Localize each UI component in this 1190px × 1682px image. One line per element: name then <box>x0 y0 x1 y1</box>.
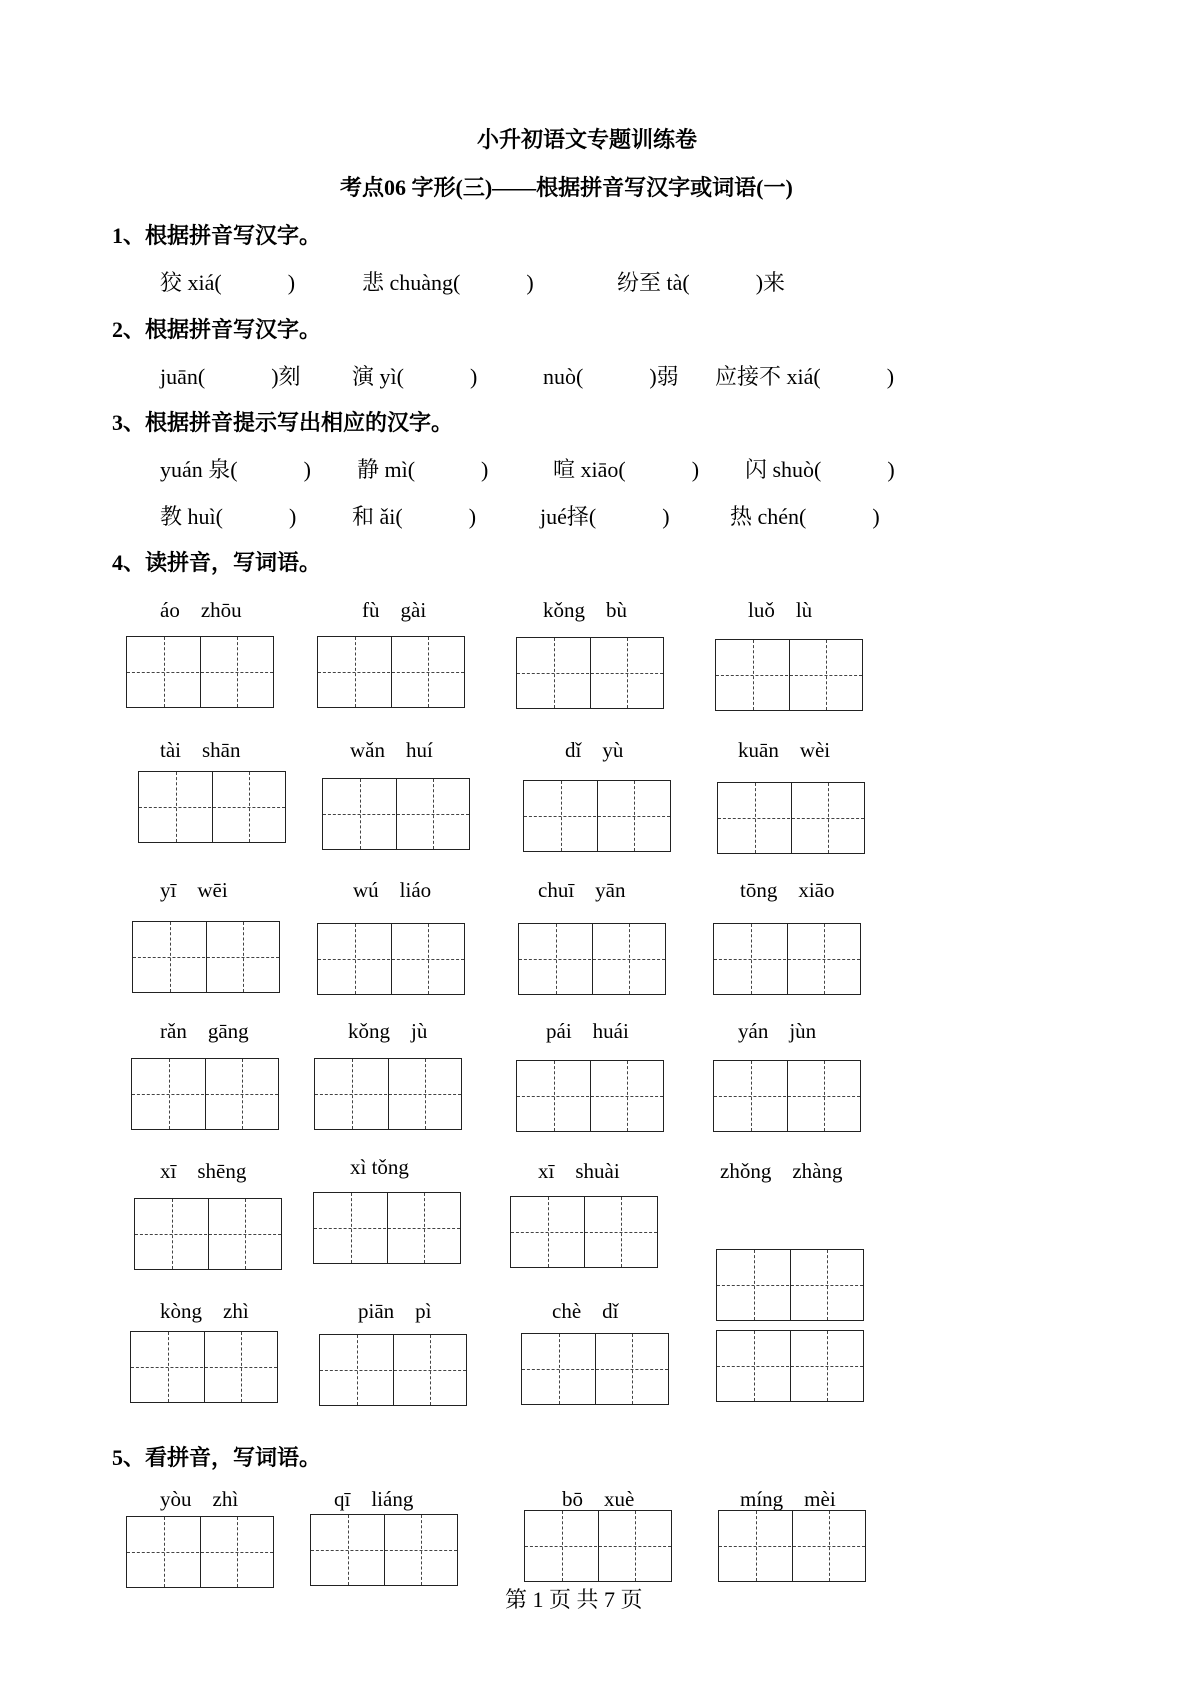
pinyin-label: xī shuài <box>538 1159 620 1183</box>
grid-guide-line <box>320 1370 466 1371</box>
s2-item: 应接不 xiá( ) <box>715 364 895 389</box>
grid-guide-line <box>519 959 665 960</box>
writing-grid[interactable] <box>713 923 861 995</box>
pinyin-label: kuān wèi <box>738 738 831 762</box>
writing-grid[interactable] <box>516 1060 664 1132</box>
writing-grid[interactable] <box>317 636 465 708</box>
s1-item: 纷至 tà( )来 <box>617 270 786 295</box>
page-title: 小升初语文专题训练卷 <box>477 127 698 152</box>
writing-grid[interactable] <box>718 1510 866 1582</box>
writing-grid[interactable] <box>713 1060 861 1132</box>
grid-guide-line <box>315 1094 461 1095</box>
writing-grid[interactable] <box>317 923 465 995</box>
grid-guide-line <box>717 1285 863 1286</box>
writing-grid[interactable] <box>524 1510 672 1582</box>
grid-guide-line <box>522 1369 668 1370</box>
writing-grid[interactable] <box>319 1334 467 1406</box>
grid-guide-line <box>132 1094 278 1095</box>
writing-grid[interactable] <box>717 782 865 854</box>
pinyin-label: rǎn gāng <box>160 1019 249 1043</box>
grid-guide-line <box>131 1367 277 1368</box>
s3-item: 闪 shuò( ) <box>745 457 895 482</box>
writing-grid[interactable] <box>521 1333 669 1405</box>
grid-guide-line <box>318 672 464 673</box>
pinyin-label: kǒng bù <box>543 598 627 622</box>
pinyin-label: kòng zhì <box>160 1299 249 1323</box>
grid-guide-line <box>517 1096 663 1097</box>
writing-grid[interactable] <box>716 1249 864 1321</box>
writing-grid[interactable] <box>310 1514 458 1586</box>
writing-grid[interactable] <box>322 778 470 850</box>
pinyin-label: xì tǒng <box>350 1155 409 1179</box>
page-subtitle: 考点06 字形(三)——根据拼音写汉字或词语(一) <box>340 175 793 200</box>
grid-guide-line <box>311 1550 457 1551</box>
grid-guide-line <box>716 675 862 676</box>
section-2-heading: 2、根据拼音写汉字。 <box>112 317 322 342</box>
grid-guide-line <box>127 1552 273 1553</box>
s1-item: 狡 xiá( ) <box>160 270 296 295</box>
writing-grid[interactable] <box>126 636 274 708</box>
grid-guide-line <box>511 1232 657 1233</box>
grid-guide-line <box>525 1546 671 1547</box>
grid-guide-line <box>714 1096 860 1097</box>
s2-item: nuò( )弱 <box>543 364 679 389</box>
grid-guide-line <box>139 807 285 808</box>
section-1-heading: 1、根据拼音写汉字。 <box>112 223 322 248</box>
writing-grid[interactable] <box>313 1192 461 1264</box>
writing-grid[interactable] <box>126 1516 274 1588</box>
pinyin-label: pái huái <box>546 1019 629 1043</box>
pinyin-label: piān pì <box>358 1299 432 1323</box>
grid-guide-line <box>714 959 860 960</box>
writing-grid[interactable] <box>131 1058 279 1130</box>
s3-item: 和 ǎi( ) <box>352 504 477 529</box>
pinyin-label: bō xuè <box>562 1487 635 1511</box>
writing-grid[interactable] <box>314 1058 462 1130</box>
grid-guide-line <box>135 1234 281 1235</box>
section-5-heading: 5、看拼音，写词语。 <box>112 1445 322 1470</box>
pinyin-label: yán jùn <box>738 1019 817 1043</box>
page-footer: 第 1 页 共 7 页 <box>505 1587 643 1612</box>
pinyin-label: tōng xiāo <box>740 878 835 902</box>
writing-grid[interactable] <box>134 1198 282 1270</box>
s2-item: juān( )刻 <box>160 364 301 389</box>
writing-grid[interactable] <box>130 1331 278 1403</box>
s3-item: jué择( ) <box>540 504 670 529</box>
pinyin-label: chè dǐ <box>552 1299 619 1323</box>
pinyin-label: tài shān <box>160 738 241 762</box>
s3-item: yuán 泉( ) <box>160 457 311 482</box>
pinyin-label: qī liáng <box>334 1487 414 1511</box>
pinyin-label: áo zhōu <box>160 598 242 622</box>
pinyin-label: luǒ lù <box>748 598 813 622</box>
pinyin-label: xī shēng <box>160 1159 247 1183</box>
writing-grid[interactable] <box>518 923 666 995</box>
section-3-heading: 3、根据拼音提示写出相应的汉字。 <box>112 410 454 435</box>
s1-item: 悲 chuàng( ) <box>362 270 534 295</box>
grid-guide-line <box>323 814 469 815</box>
pinyin-label: dǐ yù <box>565 738 624 762</box>
pinyin-label: wú liáo <box>353 878 432 902</box>
pinyin-label: chuī yān <box>538 878 626 902</box>
pinyin-label: yī wēi <box>160 878 228 902</box>
grid-guide-line <box>314 1228 460 1229</box>
writing-grid[interactable] <box>510 1196 658 1268</box>
writing-grid[interactable] <box>132 921 280 993</box>
pinyin-label: fù gài <box>362 598 427 622</box>
writing-grid[interactable] <box>715 639 863 711</box>
pinyin-label: yòu zhì <box>160 1487 239 1511</box>
s3-item: 教 huì( ) <box>160 504 297 529</box>
grid-guide-line <box>719 1546 865 1547</box>
s3-item: 喧 xiāo( ) <box>553 457 700 482</box>
grid-guide-line <box>133 957 279 958</box>
writing-grid[interactable] <box>516 637 664 709</box>
pinyin-label: kǒng jù <box>348 1019 428 1043</box>
writing-grid[interactable] <box>523 780 671 852</box>
writing-grid[interactable] <box>716 1330 864 1402</box>
s3-item: 静 mì( ) <box>357 457 489 482</box>
grid-guide-line <box>718 818 864 819</box>
pinyin-label: míng mèi <box>740 1487 836 1511</box>
section-4-heading: 4、读拼音，写词语。 <box>112 550 322 575</box>
pinyin-label: wǎn huí <box>350 738 433 762</box>
s3-item: 热 chén( ) <box>730 504 880 529</box>
grid-guide-line <box>517 673 663 674</box>
grid-guide-line <box>127 672 273 673</box>
s2-item: 演 yì( ) <box>352 364 478 389</box>
pinyin-label: zhǒng zhàng <box>720 1159 843 1183</box>
writing-grid[interactable] <box>138 771 286 843</box>
grid-guide-line <box>318 959 464 960</box>
grid-guide-line <box>717 1366 863 1367</box>
grid-guide-line <box>524 816 670 817</box>
